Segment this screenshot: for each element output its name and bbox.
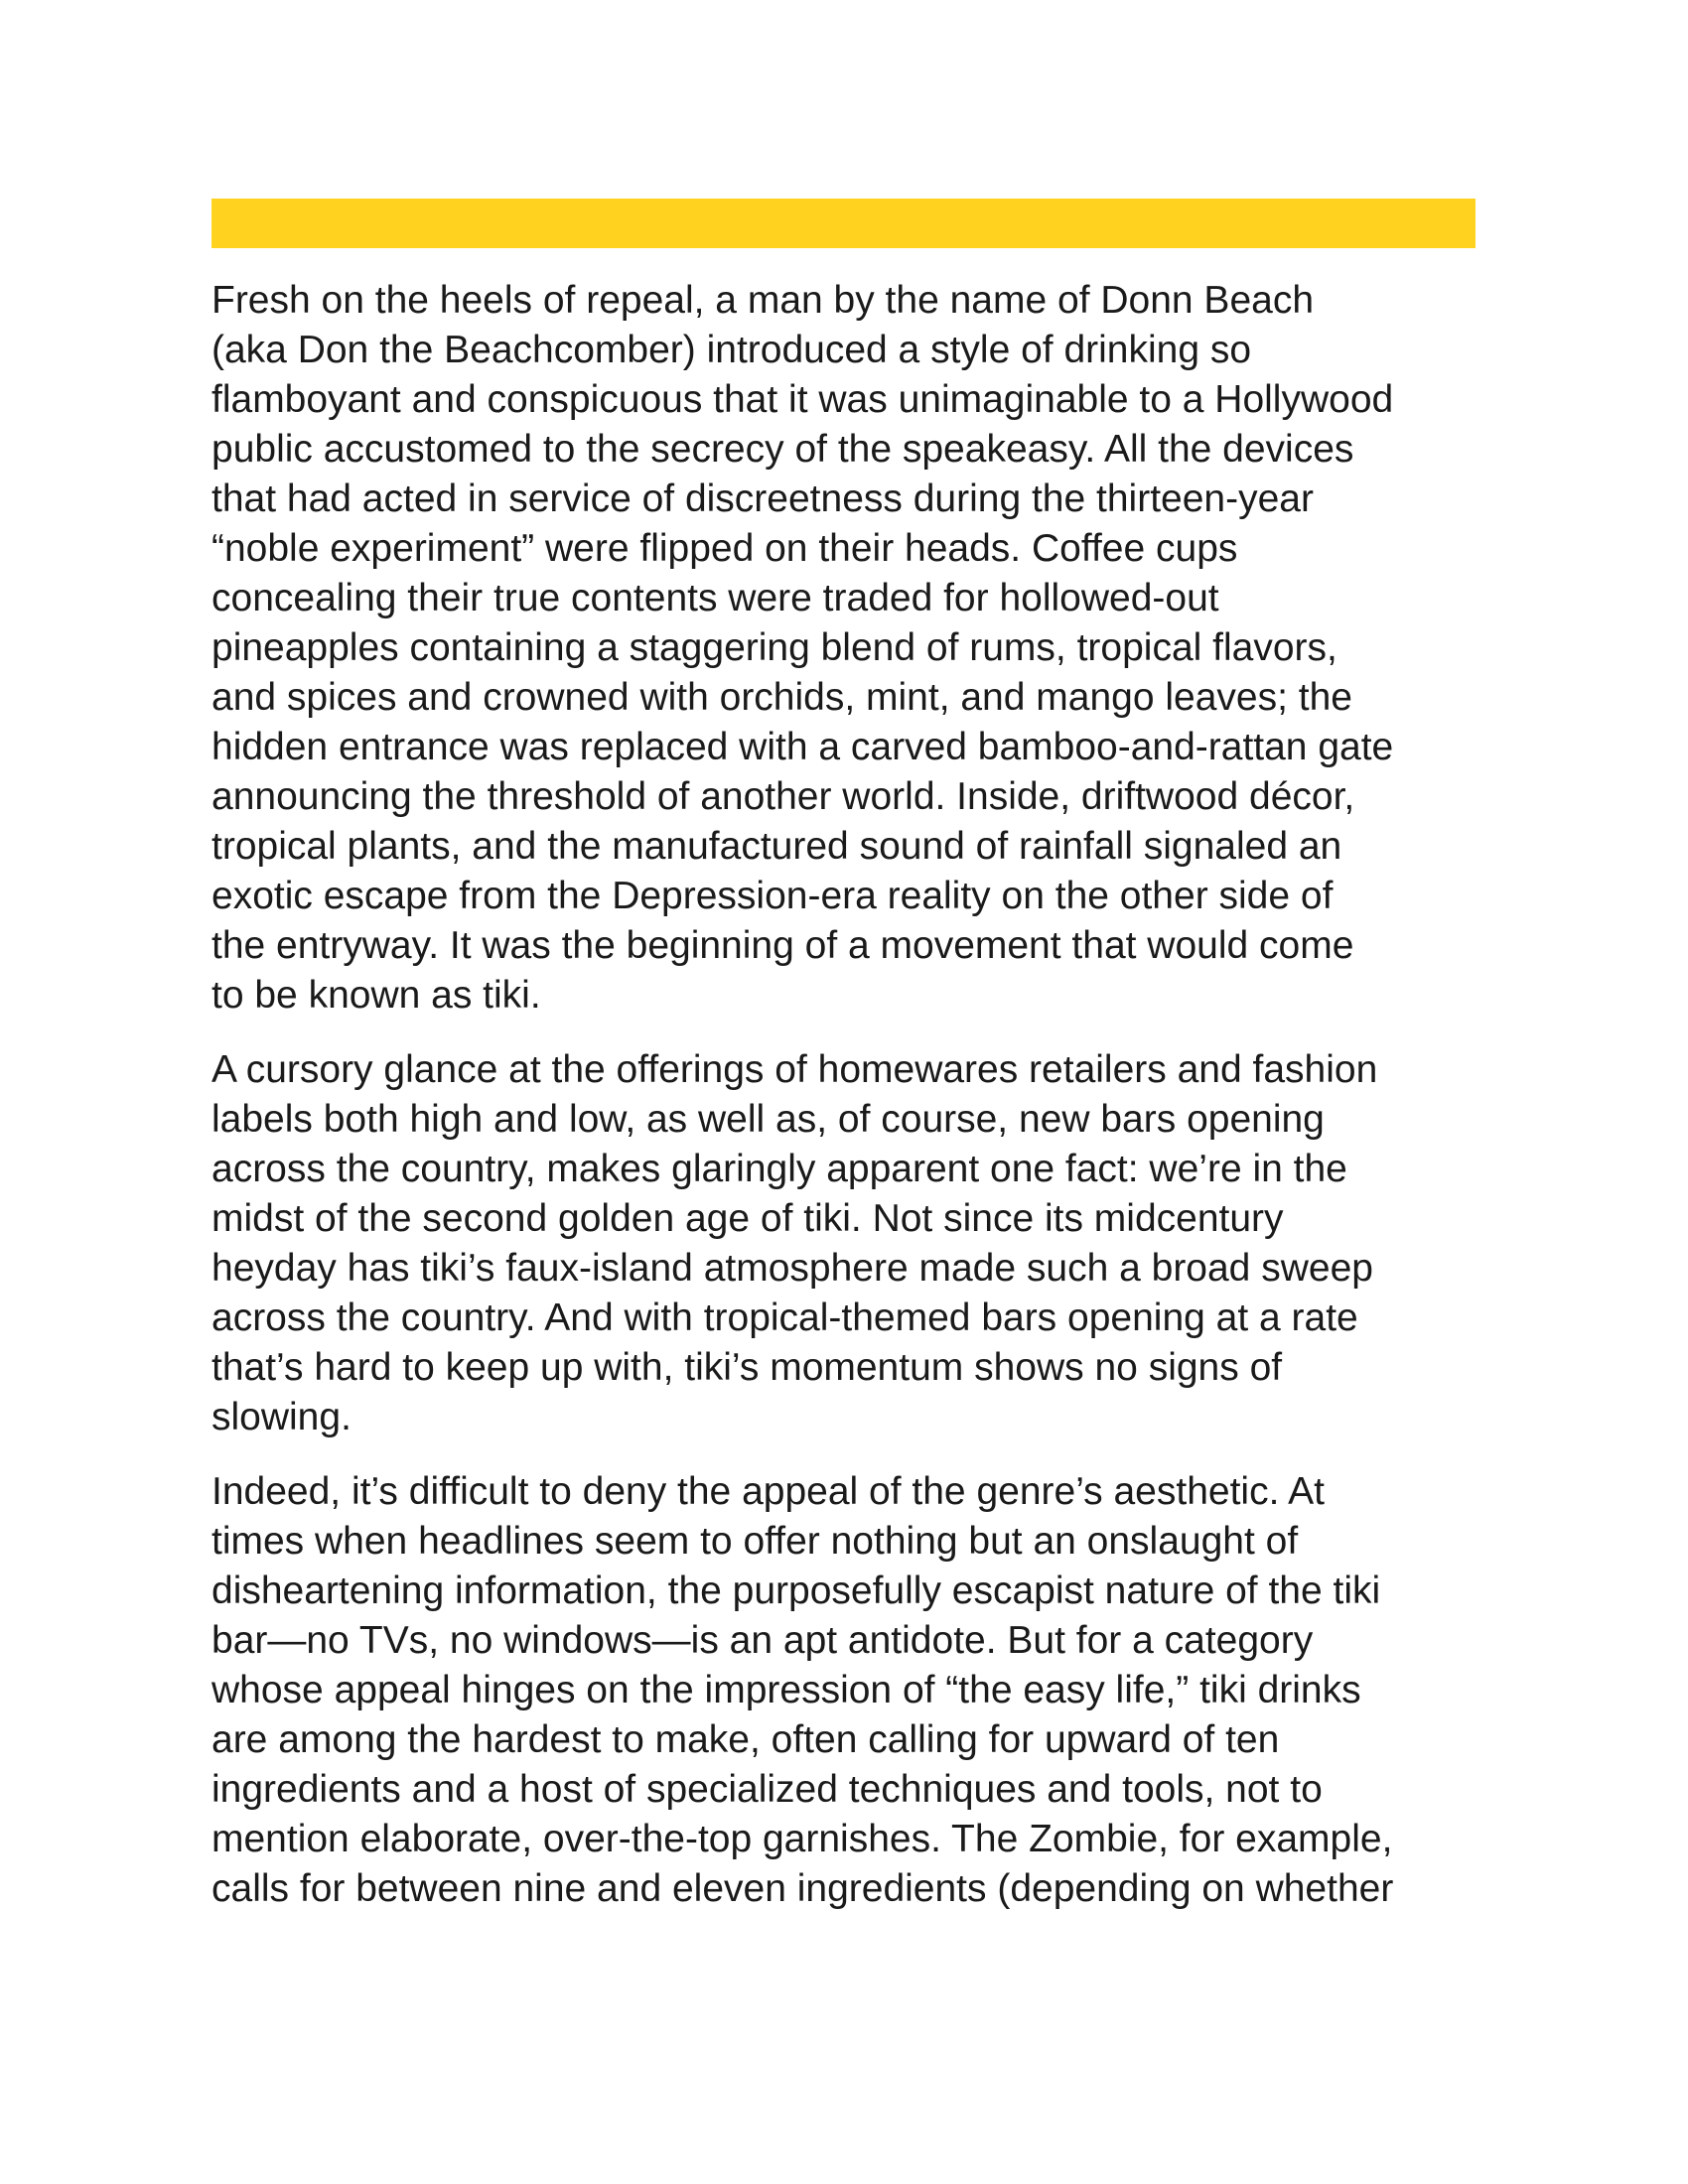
paragraph-1 — [211, 276, 1492, 1021]
text-line: that had acted in service of discreetness during the thirteen-year — [211, 478, 1314, 520]
text-line: across the country. And with tropical-themed bars opening at a rate — [211, 1297, 1358, 1339]
text-line: flamboyant and conspicuous that it was unimaginable to a Hollywood — [211, 378, 1394, 421]
text-line: hidden entrance was replaced with a carved bamboo-and-rattan gate — [211, 726, 1394, 768]
text-line: exotic escape from the Depression-era reality on the other side of — [211, 875, 1334, 917]
text-line: across the country, makes glaringly apparent one fact: we’re in the — [211, 1148, 1347, 1190]
text-line: whose appeal hinges on the impression of “the easy life,” tiki drinks — [211, 1669, 1361, 1711]
text-line: announcing the threshold of another world. Inside, driftwood décor, — [211, 775, 1355, 818]
paragraph-2 — [211, 1045, 1492, 1442]
text-line: disheartening information, the purposefully escapist nature of the tiki — [211, 1570, 1381, 1612]
text-line: midst of the second golden age of tiki. Not since its midcentury — [211, 1197, 1284, 1240]
text-line: to be known as tiki. — [211, 974, 541, 1017]
header-accent-bar — [211, 199, 1476, 248]
text-line: mention elaborate, over-the-top garnishes. The Zombie, for example, — [211, 1818, 1393, 1860]
text-line: Indeed, it’s difficult to deny the appeal of the genre’s aesthetic. At — [211, 1470, 1325, 1513]
text-line: Fresh on the heels of repeal, a man by the name of Donn Beach — [211, 279, 1315, 322]
text-line: slowing. — [211, 1396, 352, 1438]
text-line: times when headlines seem to offer nothing but an onslaught of — [211, 1520, 1299, 1563]
text-line: public accustomed to the secrecy of the speakeasy. All the devices — [211, 428, 1354, 471]
text-line: concealing their true contents were traded for hollowed-out — [211, 577, 1219, 619]
text-line: (aka Don the Beachcomber) introduced a style of drinking so — [211, 329, 1252, 371]
text-line: bar—no TVs, no windows—is an apt antidote. But for a category — [211, 1619, 1314, 1662]
text-line: ingredients and a host of specialized techniques and tools, not to — [211, 1768, 1323, 1811]
article-body — [211, 276, 1492, 1939]
text-line: “noble experiment” were flipped on their heads. Coffee cups — [211, 527, 1238, 570]
text-line: heyday has tiki’s faux-island atmosphere made such a broad sweep — [211, 1247, 1373, 1290]
paragraph-3 — [211, 1467, 1492, 1914]
text-line: pineapples containing a staggering blend of rums, tropical flavors, — [211, 626, 1337, 669]
text-line: that’s hard to keep up with, tiki’s momentum shows no signs of — [211, 1346, 1283, 1389]
text-line: are among the hardest to make, often calling for upward of ten — [211, 1718, 1280, 1761]
text-line: the entryway. It was the beginning of a movement that would come — [211, 924, 1354, 967]
text-line: A cursory glance at the offerings of homewares retailers and fashion — [211, 1048, 1378, 1091]
text-line: and spices and crowned with orchids, mint, and mango leaves; the — [211, 676, 1352, 719]
text-line: labels both high and low, as well as, of course, new bars opening — [211, 1098, 1325, 1141]
text-line: tropical plants, and the manufactured sound of rainfall signaled an — [211, 825, 1342, 868]
text-line: calls for between nine and eleven ingredients (depending on whether — [211, 1867, 1394, 1910]
